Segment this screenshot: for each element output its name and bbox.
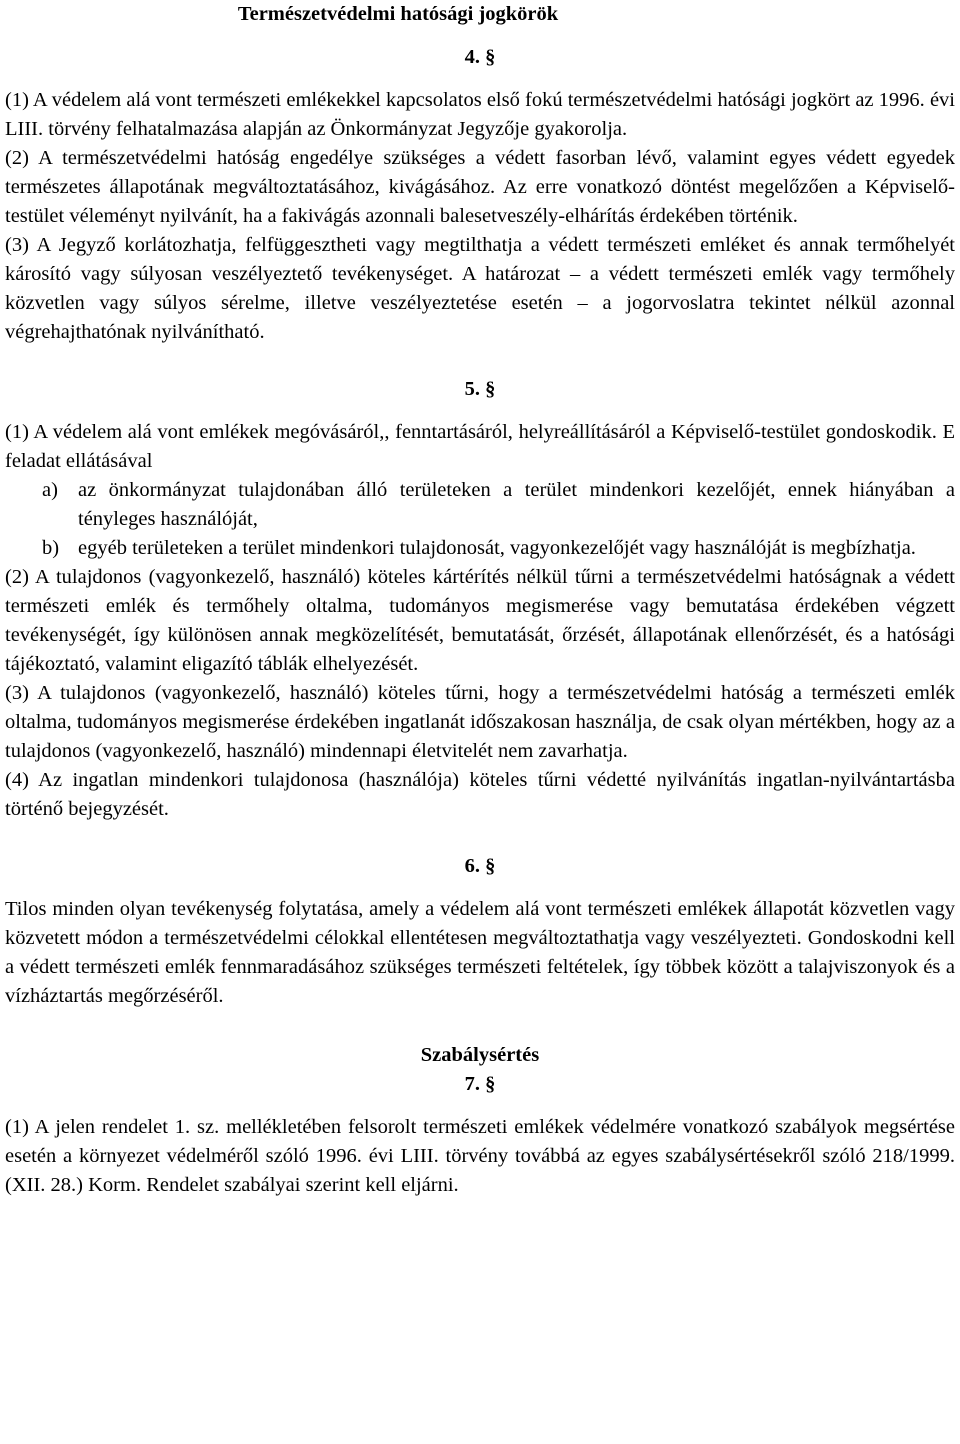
section-4-paragraph-1: (1) A védelem alá vont természeti emlékekkel kapcsolatos első fokú természetvédelmi hatósági jogkört az 1996. évi LIII. törvény felhatalmazása alapján az Önkormányzat Jegyzője gyakorolja.	[5, 89, 955, 140]
list-item-a	[5, 476, 955, 534]
spacer	[5, 1099, 955, 1113]
list-marker-a: a)	[42, 479, 58, 501]
section-5-paragraph-3: (3) A tulajdonos (vagyonkezelő, használó) köteles tűrni, hogy a természetvédelmi hatóság a természeti emlék oltalma, tudományos megismerése érdekében ingatlanát időszakosan használja, de csak olyan mértékben, hogy az a tulajdonos (vagyonkezelő, használó) mindennapi életvitelét nem zavarhatja.	[5, 682, 955, 762]
list-marker-b: b)	[42, 537, 60, 559]
document-page	[5, 0, 955, 1200]
section-number-6: 6. §	[464, 855, 496, 877]
offences-heading: Szabálysértés	[420, 1044, 540, 1066]
spacer	[5, 72, 955, 86]
section-number-5: 5. §	[464, 378, 496, 400]
spacer	[5, 824, 955, 852]
section-6-paragraph-1: Tilos minden olyan tevékenység folytatása, amely a védelem alá vont természeti emlékek állapotát közvetlen vagy közvetett módon a természetvédelmi célokkal ellentétesen megváltoztathatja vagy veszélyezteti. Gondoskodni kell a védett természeti emlék fennmaradásához szükséges természeti feltételek, így többek között a talajviszonyok és a vízháztartás megőrzéséről.	[5, 898, 955, 1007]
list-text-b: egyéb területeken a terület mindenkori tulajdonosát, vagyonkezelőjét vagy használóját is megbízhatja.	[78, 537, 916, 559]
section-number-7: 7. §	[464, 1073, 496, 1095]
section-4-paragraph-2: (2) A természetvédelmi hatóság engedélye szükséges a védett fasorban lévő, valamint egyes védett egyedek természetes állapotának megváltoztatásához, kivágásához. Az erre vonatkozó döntést megelőzően a Képviselő- testület véleményt nyilvánít, ha a fakivágás azonnali balesetveszély-elhárítás érdekében történik.	[5, 147, 955, 227]
section-7-paragraph-1: (1) A jelen rendelet 1. sz. mellékletében felsorolt természeti emlékek védelmére vonatkozó szabályok megsértése esetén a környezet védelméről szóló 1996. évi LIII. törvény továbbá az egyes szabálysértésekről szóló 218/1999. (XII. 28.) Korm. Rendelet szabályai szerint kell eljárni.	[5, 1116, 955, 1196]
spacer	[5, 347, 955, 375]
section-4-paragraph-3: (3) A Jegyző korlátozhatja, felfüggesztheti vagy megtilthatja a védett természeti emléket és annak termőhelyét károsító vagy súlyosan veszélyeztető tevékenységet. A határozat – a védett természeti emlék vagy termőhely közvetlen vagy súlyos sérelme, illetve veszélyeztetése esetén – a jogorvoslatra tekintet nélkül azonnal végrehajthatónak nyilvánítható.	[5, 234, 955, 343]
section-5-paragraph-2: (2) A tulajdonos (vagyonkezelő, használó) köteles kártérítés nélkül tűrni a természetvédelmi hatóságnak a védett természeti emlék és termőhely oltalma, tudományos megismerése vagy bemutatása érdekében végzett tevékenységét, így különösen annak megközelítését, bemutatását, őrzését, állapotának ellenőrzését, és a hatósági tájékoztató, valamint eligazító táblák elhelyezését.	[5, 566, 955, 675]
spacer	[5, 29, 955, 43]
spacer	[5, 881, 955, 895]
spacer	[5, 404, 955, 418]
page-title: Természetvédelmi hatósági jogkörök	[237, 3, 559, 25]
list-text-a: az önkormányzat tulajdonában álló területeken a terület mindenkori kezelőjét, ennek hiányában a tényleges használóját,	[78, 479, 955, 530]
section-5-paragraph-4: (4) Az ingatlan mindenkori tulajdonosa (használója) köteles tűrni védetté nyilvánítás ingatlan-nyilvántartásba történő bejegyzését.	[5, 769, 955, 820]
spacer	[5, 1011, 955, 1041]
section-number-4: 4. §	[464, 46, 496, 68]
list-item-b	[5, 534, 955, 563]
section-5-paragraph-1: (1) A védelem alá vont emlékek megóvásáról,, fenntartásáról, helyreállításáról a Képviselő-testület gondoskodik. E feladat ellátásával	[5, 421, 955, 472]
